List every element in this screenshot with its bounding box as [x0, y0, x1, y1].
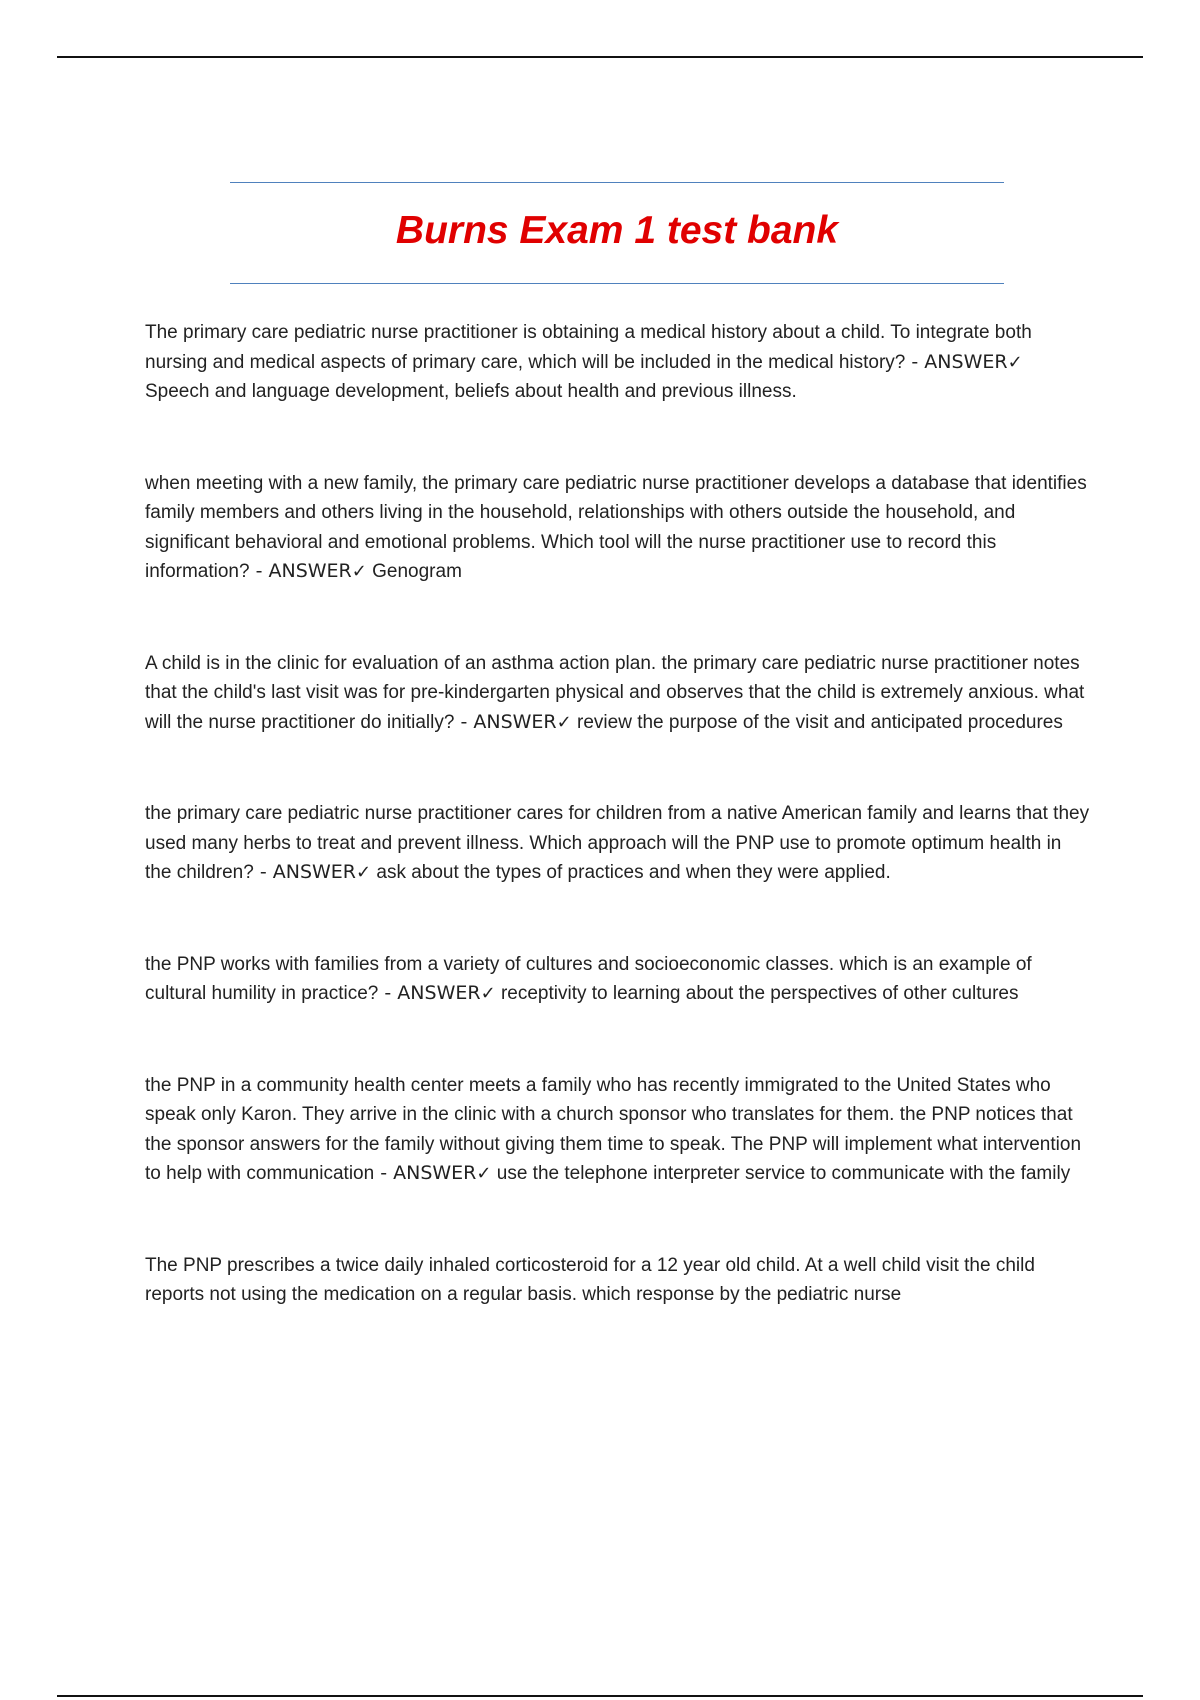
document-title: Burns Exam 1 test bank [395, 209, 839, 252]
check-mark-icon: ✓ [351, 561, 367, 582]
answer-text: Genogram [372, 561, 462, 582]
qa-item [145, 1071, 1090, 1189]
question-text: the PNP works with families from a variety of cultures and socioeconomic classes. which is an example of cultural humility in practice? [145, 953, 1032, 1004]
question-text: when meeting with a new family, the primary care pediatric nurse practitioner develops a database that identifies family members and others living in the household, relationships with others outside the household, and significant behavioral and emotional problems. Which tool will the nurse practitioner use to record this information? [145, 472, 1087, 582]
answer-text: Speech and language development, beliefs about health and previous illness. [145, 381, 797, 402]
page-bottom-rule [57, 1695, 1143, 1697]
answer-text: review the purpose of the visit and anticipated procedures [577, 711, 1063, 733]
page-top-rule [57, 56, 1143, 58]
answer-label: - ANSWER [454, 710, 557, 733]
answer-text: use the telephone interpreter service to communicate with the family [496, 1163, 1071, 1184]
question-text: The PNP prescribes a twice daily inhaled corticosteroid for a 12 year old child. At a well child visit the child reports not using the medication on a regular basis. which response by the pediatric nurse [145, 1254, 1035, 1305]
answer-text: receptivity to learning about the perspectives of other cultures [500, 983, 1019, 1004]
qa-item [145, 950, 1090, 1009]
question-text: the PNP in a community health center meets a family who has recently immigrated to the United States who speak only Karon. They arrive in the clinic with a church sponsor who translates for them. the PNP notices that the sponsor answers for the family without giving them time to speak. The PNP will implement what intervention to help with communication [145, 1074, 1082, 1184]
check-mark-icon: ✓ [556, 711, 572, 733]
qa-item [145, 469, 1090, 587]
qa-item [145, 799, 1090, 888]
question-answer-list [145, 318, 1090, 1310]
check-mark-icon: ✓ [356, 862, 372, 883]
check-mark-icon: ✓ [1007, 351, 1023, 373]
check-mark-icon: ✓ [480, 983, 496, 1004]
question-text: the primary care pediatric nurse practitioner cares for children from a native American family and learns that they used many herbs to treat and prevent illness. Which approach will the PNP use to promote optimum health in the children? [145, 803, 1090, 883]
qa-item [145, 649, 1090, 738]
qa-item-truncated [145, 1251, 1090, 1310]
answer-label: - ANSWER [374, 1162, 477, 1184]
answer-label: - ANSWER [249, 560, 352, 582]
answer-label: - ANSWER [253, 861, 356, 883]
title-upper-rule [230, 182, 1004, 183]
title-lower-rule [230, 283, 1004, 284]
answer-label: - ANSWER [905, 350, 1008, 373]
answer-label: - ANSWER [378, 982, 481, 1004]
question-text: The primary care pediatric nurse practitioner is obtaining a medical history about a child. To integrate both nursing and medical aspects of primary care, which will be included in the medical history? [145, 322, 1032, 373]
qa-item [145, 318, 1090, 407]
question-text: A child is in the clinic for evaluation of an asthma action plan. the primary care pediatric nurse practitioner notes that the child's last visit was for pre-kindergarten physical and observes that the child is extremely anxious. what will the nurse practitioner do initially? [145, 652, 1085, 733]
check-mark-icon: ✓ [476, 1163, 492, 1184]
answer-text: ask about the types of practices and when they were applied. [376, 862, 891, 883]
